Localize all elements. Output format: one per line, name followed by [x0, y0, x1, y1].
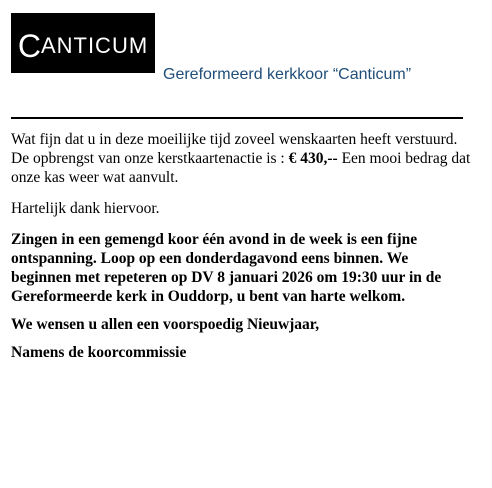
paragraph-invitation: Zingen in een gemengd koor één avond in de week is een fijne ontspanning. Loop op een donderdagavond eens binnen. We beginnen met repeteren op DV 8 januari 2026 om 19:30 uur in de Gereformeerde kerk in Ouddorp, u bent van harte welkom.	[11, 231, 442, 305]
paragraph-signature: Namens de koorcommissie	[11, 344, 187, 361]
proceeds-intro: De opbrengst van onze kerstkaartenactie is :	[11, 150, 289, 167]
logo-initial: C	[17, 27, 42, 64]
header-divider	[11, 117, 463, 119]
thanks-line: Wat fijn dat u in deze moeilijke tijd zoveel wenskaarten heeft verstuurd.	[11, 131, 458, 148]
paragraph-thanks	[11, 130, 471, 187]
letter-body	[11, 130, 471, 374]
paragraph-gratitude: Hartelijk dank hiervoor.	[11, 200, 160, 217]
canticum-logo	[11, 13, 155, 73]
proceeds-outro: Een mooi bedrag dat onze kas weer wat aanvult.	[11, 150, 471, 186]
logo-rest: ANTICUM	[40, 32, 149, 58]
proceeds-amount: € 430,--	[288, 150, 338, 167]
logo-text	[18, 28, 148, 65]
organization-name: Gereformeerd kerkkoor “Canticum”	[163, 66, 412, 83]
paragraph-new-year: We wensen u allen een voorspoedig Nieuwjaar,	[11, 316, 320, 333]
